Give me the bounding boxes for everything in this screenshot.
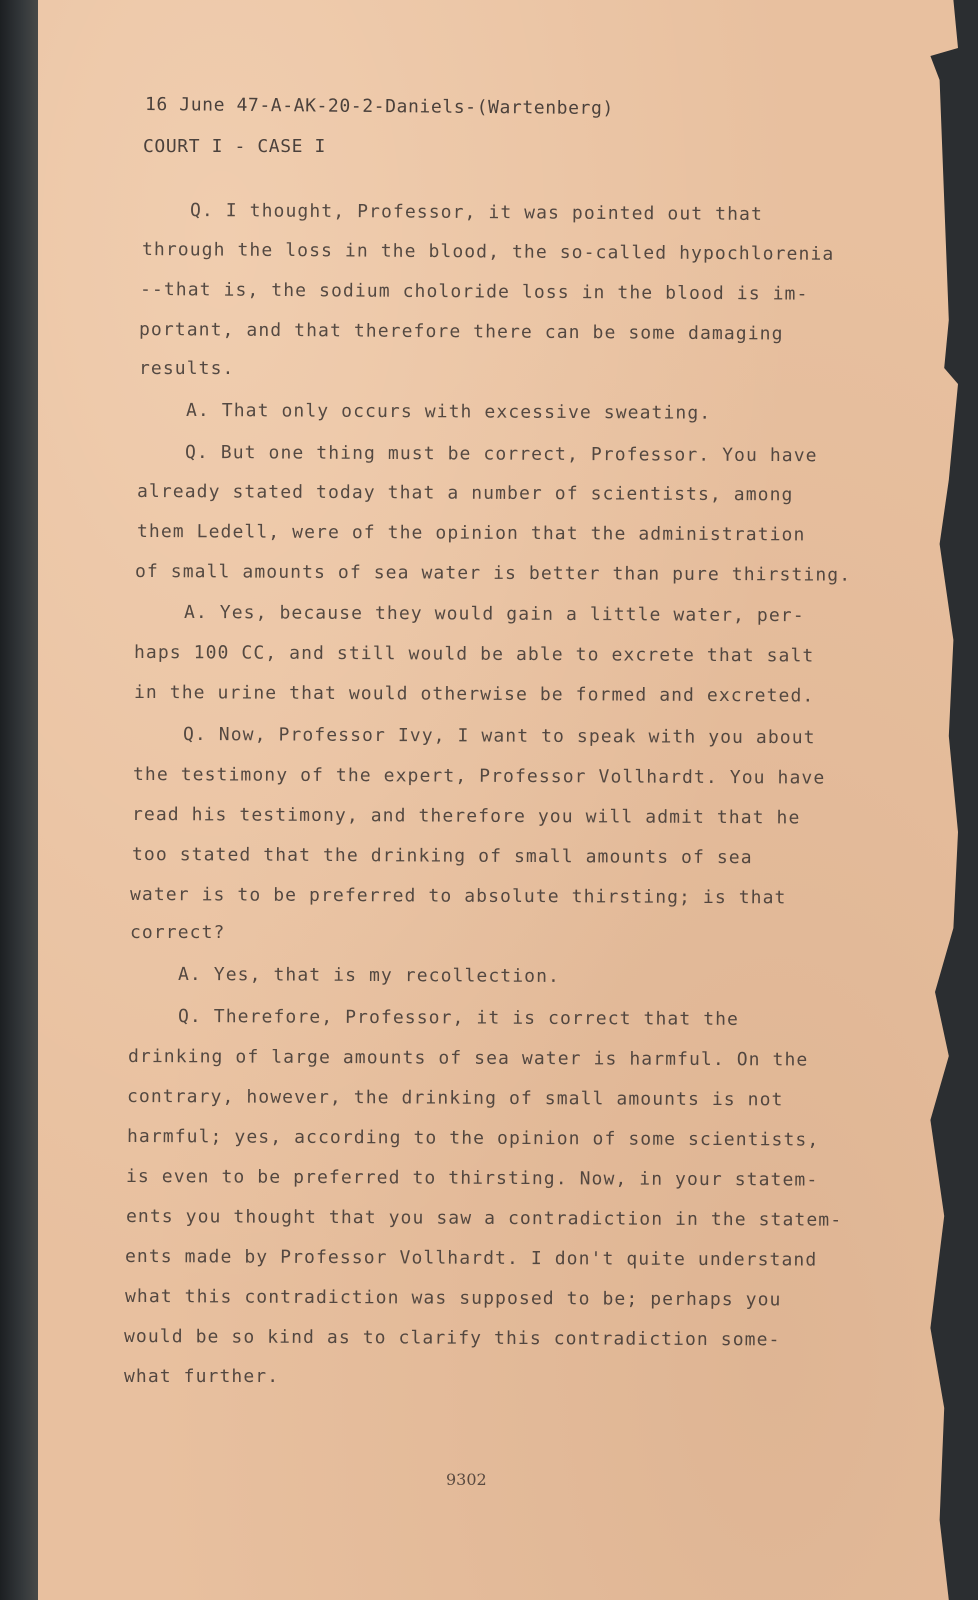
body-line: ents you thought that you saw a contradiction in the statem-	[125, 1206, 843, 1231]
header-title-line: 16 June 47-A-AK-20-2-Daniels-(Wartenberg)	[144, 94, 614, 120]
body-line: correct?	[130, 922, 226, 943]
body-line: what this contradiction was supposed to be; perhaps you	[124, 1286, 782, 1311]
body-line: Q. But one thing must be correct, Professor. You have	[184, 442, 818, 467]
header-court-line: COURT I - CASE I	[143, 136, 326, 157]
body-line: A. That only occurs with excessive sweating.	[185, 400, 712, 424]
body-line: already stated today that a number of scientists, among	[136, 481, 794, 506]
body-line: the testimony of the expert, Professor Vollhardt. You have	[132, 764, 826, 789]
body-line: of small amounts of sea water is better than pure thirsting.	[134, 561, 852, 586]
body-line: is even to be preferred to thirsting. Now, in your statem-	[125, 1166, 819, 1191]
body-line: read his testimony, and therefore you will admit that he	[131, 804, 801, 829]
body-line: haps 100 CC, and still would be able to excrete that salt	[133, 642, 815, 667]
body-line: Q. Now, Professor Ivy, I want to speak with you about	[182, 724, 816, 749]
body-line: harmful; yes, according to the opinion of some scientists,	[126, 1126, 820, 1151]
body-line: would be so kind as to clarify this contradiction some-	[123, 1326, 781, 1351]
body-line: A. Yes, that is my recollection.	[177, 964, 561, 987]
body-line: through the loss in the blood, the so-called hypochlorenia	[141, 239, 835, 265]
body-line: them Ledell, were of the opinion that the administration	[136, 521, 806, 546]
body-line: portant, and that therefore there can be some damaging	[138, 319, 784, 345]
body-line: A. Yes, because they would gain a little water, per-	[183, 602, 805, 627]
body-line: too stated that the drinking of small amounts of sea	[131, 844, 753, 869]
page-number: 9302	[446, 1470, 487, 1489]
body-line: Q. I thought, Professor, it was pointed out that	[189, 200, 764, 225]
body-line: what further.	[124, 1366, 280, 1387]
body-line: ents made by Professor Vollhardt. I don't quite understand	[124, 1246, 818, 1271]
body-line: results.	[139, 358, 235, 379]
body-line: water is to be preferred to absolute thirsting; is that	[129, 884, 787, 909]
body-line: --that is, the sodium choloride loss in the blood is im-	[139, 279, 809, 305]
body-line: contrary, however, the drinking of small amounts is not	[126, 1086, 784, 1111]
body-line: Q. Therefore, Professor, it is correct that the	[177, 1006, 740, 1030]
body-line: in the urine that would otherwise be formed and excreted.	[133, 682, 815, 707]
body-line: drinking of large amounts of sea water is harmful. On the	[127, 1046, 809, 1071]
